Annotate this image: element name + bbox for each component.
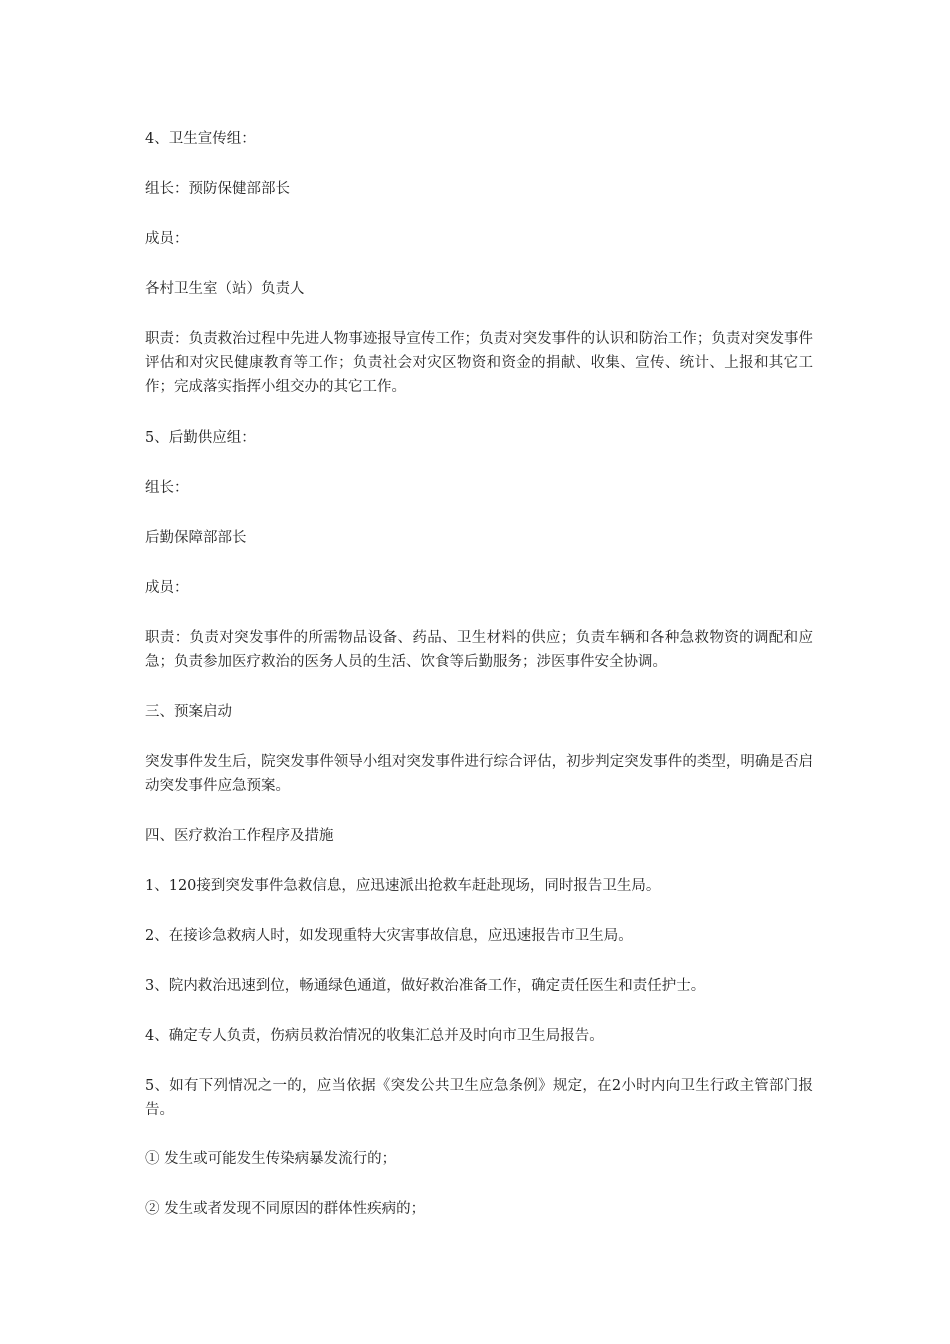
paragraph: 后勤保障部部长 bbox=[145, 530, 247, 546]
paragraph: 突发事件发生后，院突发事件领导小组对突发事件进行综合评估，初步判定突发事件的类型，明确是否启动突发事件应急预案。 bbox=[145, 754, 813, 794]
section-heading: 四、医疗救治工作程序及措施 bbox=[145, 828, 334, 844]
list-item: ② 发生或者发现不同原因的群体性疾病的； bbox=[145, 1201, 426, 1217]
paragraph: 组长： bbox=[145, 480, 189, 496]
list-item: ① 发生或可能发生传染病暴发流行的； bbox=[145, 1151, 397, 1167]
paragraph: 各村卫生室（站）负责人 bbox=[145, 281, 305, 297]
list-item: 3、院内救治迅速到位，畅通绿色通道，做好救治准备工作，确定责任医生和责任护士。 bbox=[145, 978, 706, 994]
list-item: 4、确定专人负责，伤病员救治情况的收集汇总并及时向市卫生局报告。 bbox=[145, 1028, 604, 1044]
list-item: 2、在接诊急救病人时，如发现重特大灾害事故信息，应迅速报告市卫生局。 bbox=[145, 928, 633, 944]
list-item: 1、120接到突发事件急救信息，应迅速派出抢救车赶赴现场，同时报告卫生局。 bbox=[145, 878, 661, 894]
paragraph: 成员： bbox=[145, 231, 189, 247]
list-item: 5、如有下列情况之一的，应当依据《突发公共卫生应急条例》规定，在2小时内向卫生行政主管部门报告。 bbox=[145, 1078, 813, 1118]
paragraph: 组长：预防保健部部长 bbox=[145, 181, 290, 197]
paragraph: 职责：负责救治过程中先进人物事迹报导宣传工作；负责对突发事件的认识和防治工作；负责对突发事件评估和对灾民健康教育等工作；负责社会对灾区物资和资金的捐献、收集、宣传、统计、上报和其它工作；完成落实指挥小组交办的其它工作。 bbox=[145, 331, 813, 395]
paragraph: 职责：负责对突发事件的所需物品设备、药品、卫生材料的供应；负责车辆和各种急救物资的调配和应急；负责参加医疗救治的医务人员的生活、饮食等后勤服务；涉医事件安全协调。 bbox=[145, 630, 813, 670]
paragraph: 成员： bbox=[145, 580, 189, 596]
section-heading: 4、卫生宣传组： bbox=[145, 131, 256, 147]
section-heading: 5、后勤供应组： bbox=[145, 430, 256, 446]
section-heading: 三、预案启动 bbox=[145, 704, 232, 720]
